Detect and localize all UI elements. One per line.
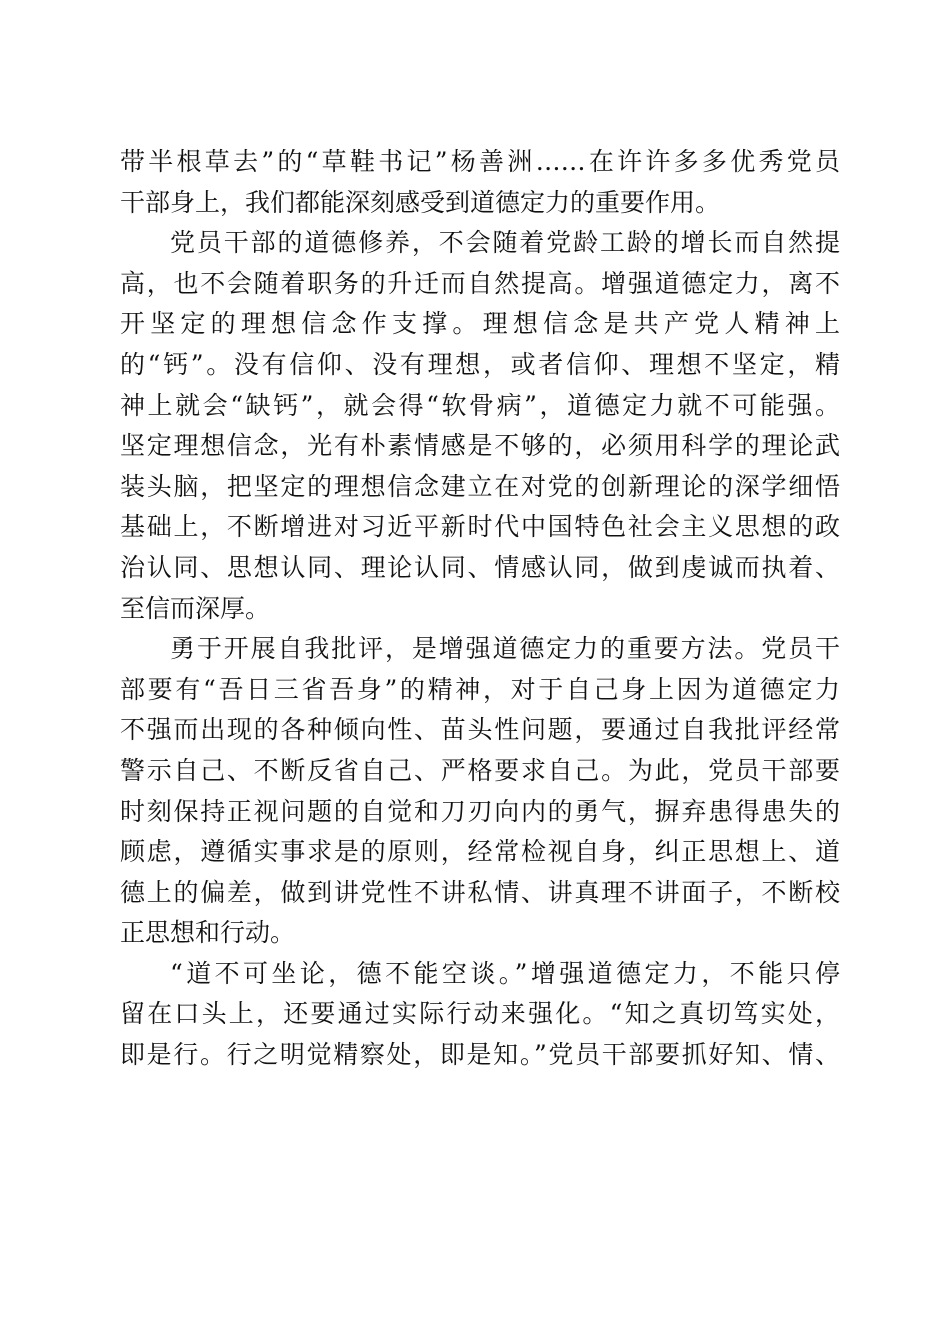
text-line: 德上的偏差，做到讲党性不讲私情、讲真理不讲面子，不断校 bbox=[120, 877, 840, 907]
text-line: 治认同、思想认同、理论认同、情感认同，做到虔诚而执着、 bbox=[120, 552, 840, 582]
text-line: 基础上，不断增进对习近平新时代中国特色社会主义思想的政 bbox=[120, 512, 840, 542]
text-line: 干部身上，我们都能深刻感受到道德定力的重要作用。 bbox=[120, 187, 721, 217]
text-line: 正思想和行动。 bbox=[120, 918, 296, 948]
text-line: 高，也不会随着职务的升迁而自然提高。增强道德定力，离不 bbox=[120, 268, 840, 298]
text-line: 留在口头上，还要通过实际行动来强化。“知之真切笃实处， bbox=[120, 999, 840, 1029]
text-line: 不强而出现的各种倾向性、苗头性问题，要通过自我批评经常 bbox=[120, 715, 840, 745]
text-line: 警示自己、不断反省自己、严格要求自己。为此，党员干部要 bbox=[120, 755, 840, 785]
text-line: 神上就会“缺钙”，就会得“软骨病”，道德定力就不可能强。 bbox=[120, 390, 840, 420]
text-line: 的“钙”。没有信仰、没有理想，或者信仰、理想不坚定，精 bbox=[120, 349, 840, 379]
paragraph-start-line: 党员干部的道德修养，不会随着党龄工龄的增长而自然提 bbox=[170, 228, 840, 258]
text-line: 部要有“吾日三省吾身”的精神，对于自己身上因为道德定力 bbox=[120, 674, 840, 704]
text-line: 开坚定的理想信念作支撑。理想信念是共产党人精神上 bbox=[120, 309, 840, 339]
text-line: 顾虑，遵循实事求是的原则，经常检视自身，纠正思想上、道 bbox=[120, 837, 840, 867]
paragraph-start-line: 勇于开展自我批评，是增强道德定力的重要方法。党员干 bbox=[170, 634, 840, 664]
text-line: 坚定理想信念，光有朴素情感是不够的，必须用科学的理论武 bbox=[120, 431, 840, 461]
text-line: 即是行。行之明觉精察处，即是知。”党员干部要抓好知、情、 bbox=[120, 1040, 840, 1070]
paragraph-start-line: “道不可坐论，德不能空谈。”增强道德定力，不能只停 bbox=[170, 958, 840, 988]
document-body bbox=[120, 142, 840, 1076]
text-line: 时刻保持正视问题的自觉和刀刃向内的勇气，摒弃患得患失的 bbox=[120, 796, 840, 826]
text-line: 装头脑，把坚定的理想信念建立在对党的创新理论的深学细悟 bbox=[120, 471, 840, 501]
text-line: 至信而深厚。 bbox=[120, 593, 271, 623]
text-line: 带半根草去”的“草鞋书记”杨善洲……在许许多多优秀党员 bbox=[120, 147, 840, 176]
